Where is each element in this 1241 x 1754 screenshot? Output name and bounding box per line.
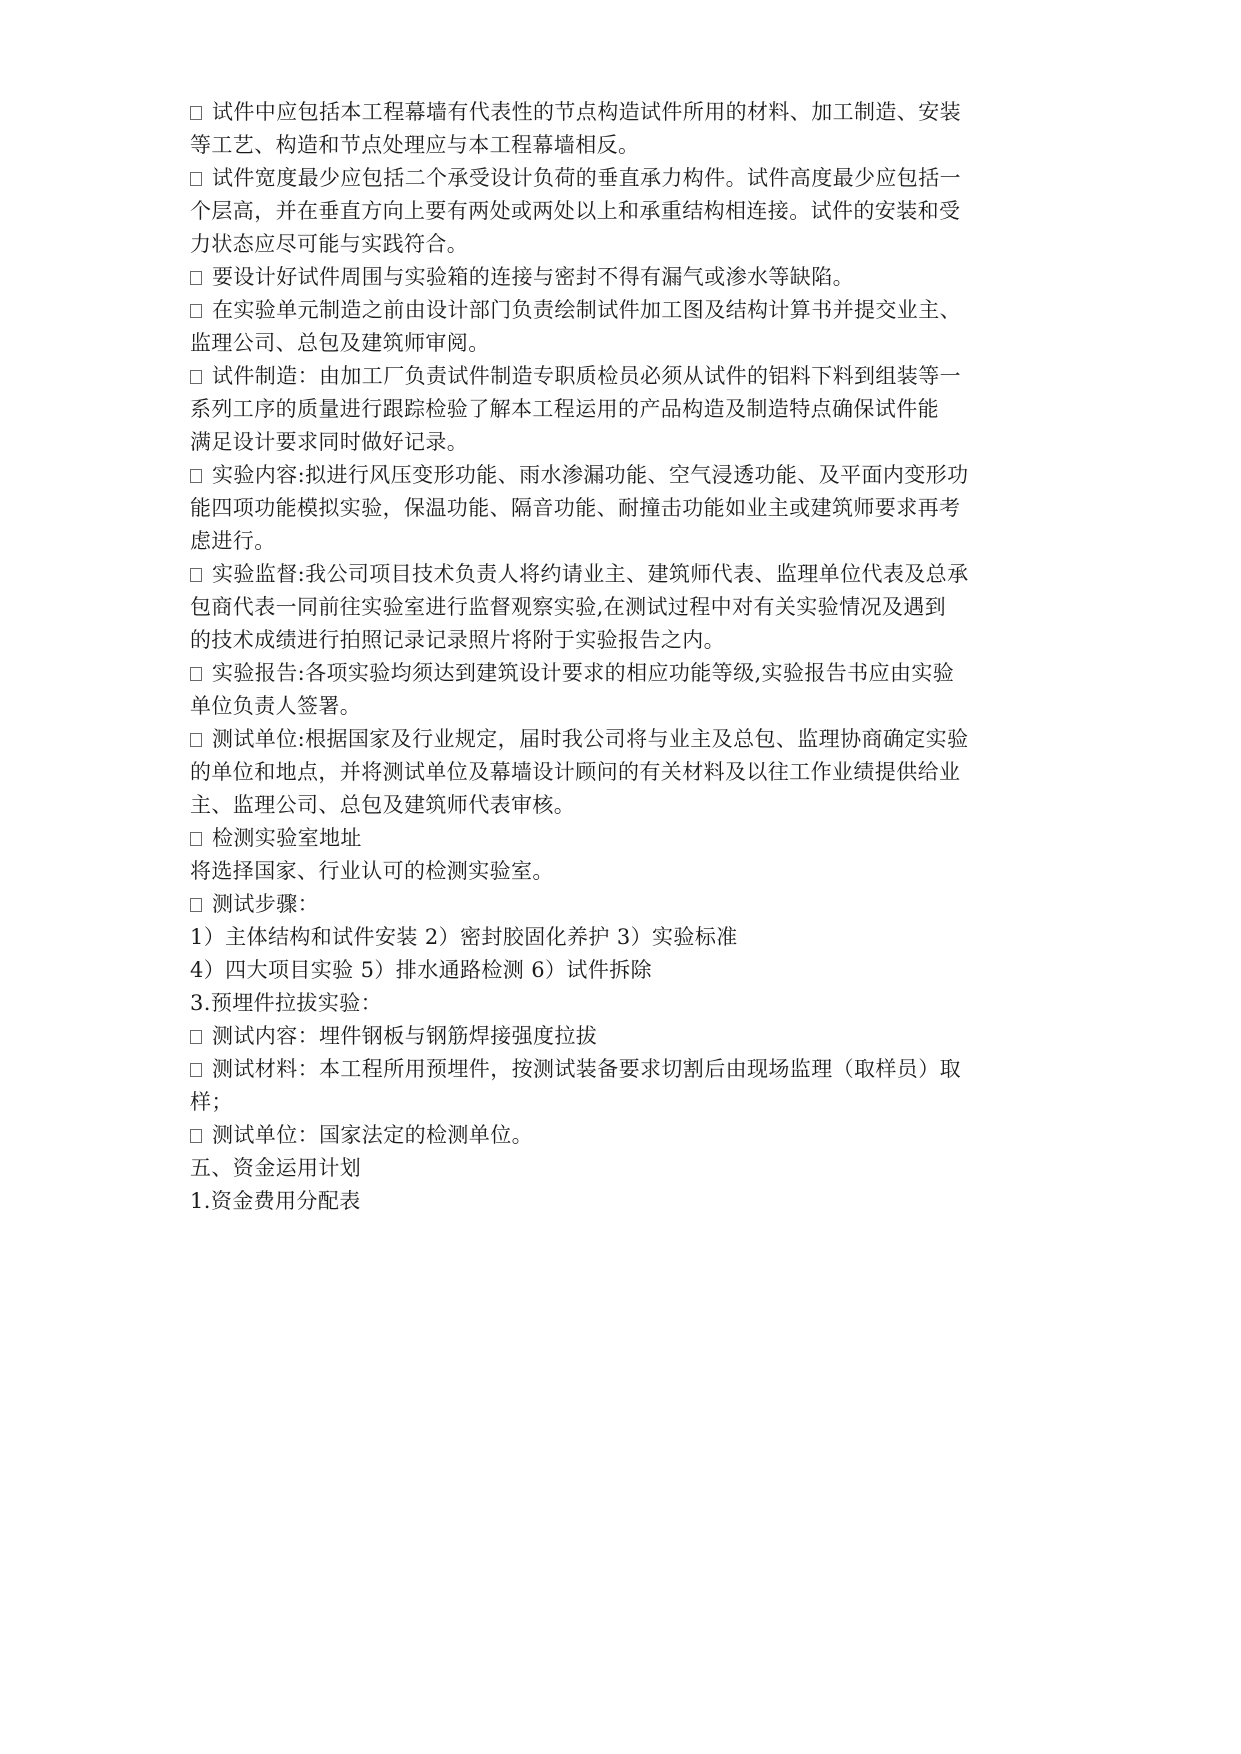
checkbox-icon [190,1129,202,1143]
line-text: 在实验单元制造之前由设计部门负责绘制试件加工图及结构计算书并提交业主、 [212,298,961,322]
text-line: 个层高，并在垂直方向上要有两处或两处以上和承重结构相连接。试件的安装和受 [190,199,961,223]
text-line: 样； [190,1090,233,1114]
checkbox-icon [190,370,202,384]
text-line [190,459,1090,492]
text-line [190,360,1090,393]
text-line: 能四项功能模拟实验，保温功能、隔音功能、耐撞击功能如业主或建筑师要求再考 [190,496,961,520]
checkbox-icon [190,469,202,483]
checkbox-icon [190,271,202,285]
line-text: 测试单位：国家法定的检测单位。 [212,1123,533,1147]
text-line: 等工艺、构造和节点处理应与本工程幕墙相反。 [190,133,640,157]
checkbox-icon [190,733,202,747]
checkbox-icon [190,667,202,681]
text-line [190,657,1090,690]
line-text: 检测实验室地址 [212,826,362,850]
text-line: 的技术成绩进行拍照记录记录照片将附于实验报告之内。 [190,628,725,652]
checkbox-icon [190,832,202,846]
text-line: 1）主体结构和试件安装 2）密封胶固化养护 3）实验标准 [190,925,738,949]
line-text: 试件中应包括本工程幕墙有代表性的节点构造试件所用的材料、加工制造、安装 [212,100,961,124]
text-line: 将选择国家、行业认可的检测实验室。 [190,859,554,883]
text-line [190,1020,1090,1053]
text-line [190,888,1090,921]
line-text: 实验监督:我公司项目技术负责人将约请业主、建筑师代表、监理单位代表及总承 [212,562,969,586]
checkbox-icon [190,106,202,120]
text-line [190,558,1090,591]
line-text: 测试步骤： [212,892,319,916]
text-line [190,1119,1090,1152]
text-line [190,1053,1090,1086]
text-line: 力状态应尽可能与实践符合。 [190,232,469,256]
text-line: 监理公司、总包及建筑师审阅。 [190,331,490,355]
checkbox-icon [190,172,202,186]
checkbox-icon [190,898,202,912]
line-text: 要设计好试件周围与实验箱的连接与密封不得有漏气或渗水等缺陷。 [212,265,854,289]
line-text: 测试内容：埋件钢板与钢筋焊接强度拉拔 [212,1024,598,1048]
line-text: 测试材料：本工程所用预埋件，按测试装备要求切割后由现场监理（取样员）取 [212,1057,961,1081]
text-line: 系列工序的质量进行跟踪检验了解本工程运用的产品构造及制造特点确保试件能 [190,397,939,421]
line-text: 实验报告:各项实验均须达到建筑设计要求的相应功能等级,实验报告书应由实验 [212,661,955,685]
text-line: 主、监理公司、总包及建筑师代表审核。 [190,793,576,817]
document-body [190,96,1090,1218]
section-heading: 五、资金运用计划 [190,1156,362,1180]
text-line: 的单位和地点，并将测试单位及幕墙设计顾问的有关材料及以往工作业绩提供给业 [190,760,961,784]
line-text: 试件宽度最少应包括二个承受设计负荷的垂直承力构件。试件高度最少应包括一 [212,166,961,190]
text-line [190,822,1090,855]
text-line: 4）四大项目实验 5）排水通路检测 6）试件拆除 [190,958,653,982]
text-line: 包商代表一同前往实验室进行监督观察实验,在测试过程中对有关实验情况及遇到 [190,595,947,619]
text-line: 虑进行。 [190,529,276,553]
checkbox-icon [190,568,202,582]
checkbox-icon [190,304,202,318]
line-text: 试件制造：由加工厂负责试件制造专职质检员必须从试件的铝料下料到组装等一 [212,364,961,388]
checkbox-icon [190,1030,202,1044]
text-line [190,261,1090,294]
text-line [190,162,1090,195]
line-text: 实验内容:拟进行风压变形功能、雨水渗漏功能、空气浸透功能、及平面内变形功 [212,463,969,487]
text-line [190,723,1090,756]
text-line: 满足设计要求同时做好记录。 [190,430,469,454]
text-line: 单位负责人签署。 [190,694,362,718]
text-line [190,96,1090,129]
text-line [190,294,1090,327]
line-text: 测试单位:根据国家及行业规定，届时我公司将与业主及总包、监理协商确定实验 [212,727,969,751]
text-line: 3.预埋件拉拔实验： [190,991,383,1015]
checkbox-icon [190,1063,202,1077]
subsection-heading: 1.资金费用分配表 [190,1189,361,1213]
